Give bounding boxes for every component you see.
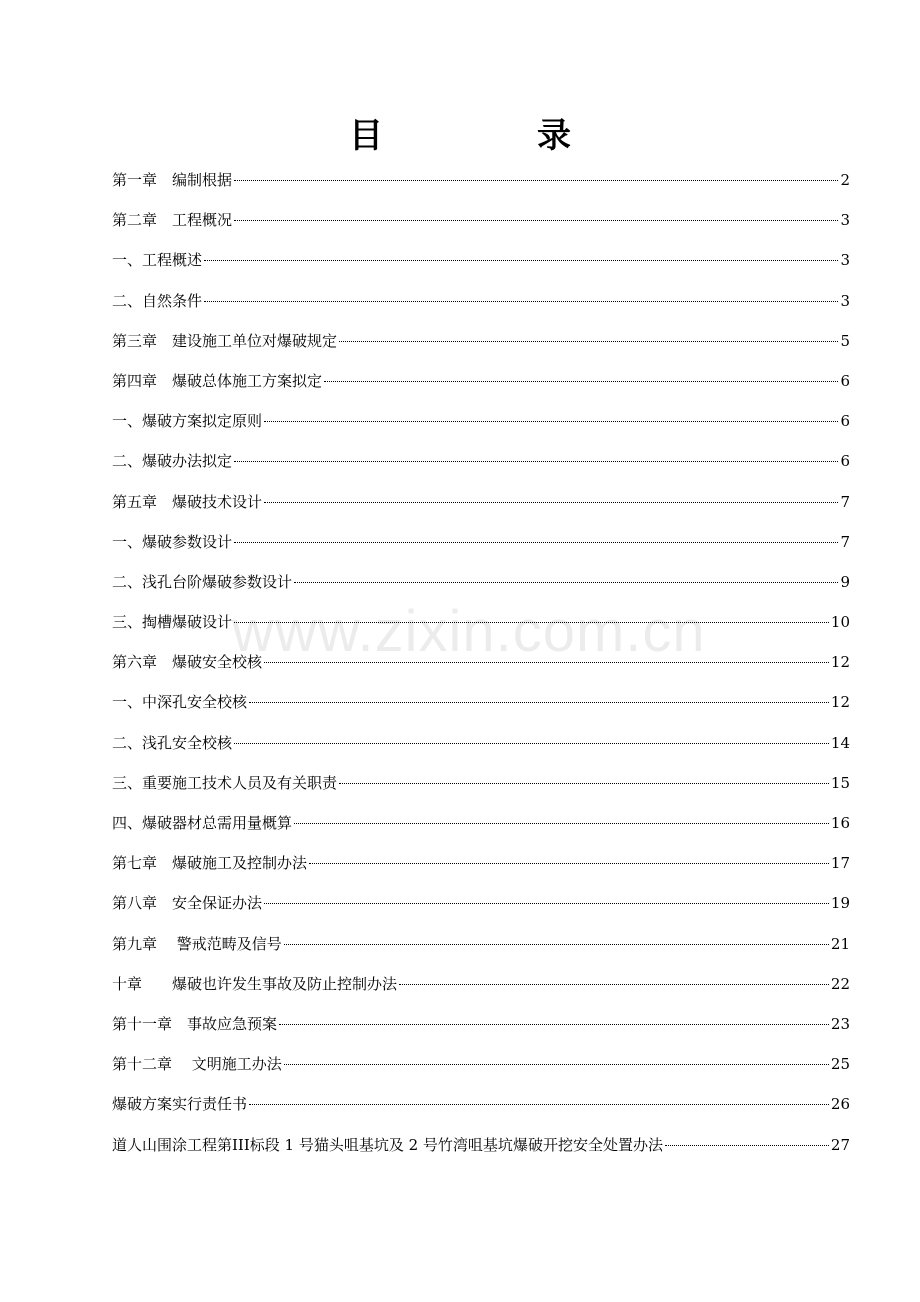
toc-dot-leader <box>204 260 838 261</box>
toc-entry[interactable] <box>112 445 850 485</box>
toc-entry-label: 十章 爆破也许发生事故及防止控制办法 <box>112 974 398 993</box>
toc-entry[interactable] <box>112 204 850 244</box>
toc-dot-leader <box>309 863 829 864</box>
toc-entry[interactable] <box>112 285 850 325</box>
toc-entry-page: 14 <box>830 733 850 752</box>
toc-entry[interactable] <box>112 847 850 887</box>
toc-entry-page: 25 <box>830 1055 850 1074</box>
toc-dot-leader <box>234 743 829 744</box>
toc-dot-leader <box>339 341 838 342</box>
toc-entry-page: 3 <box>840 291 850 310</box>
toc-entry-page: 15 <box>830 773 850 792</box>
toc-entry-page: 21 <box>830 934 850 953</box>
toc-entry-label: 第八章 安全保证办法 <box>112 894 263 913</box>
toc-entry-page: 2 <box>840 171 850 189</box>
toc-dot-leader <box>339 783 829 784</box>
toc-entry-page: 9 <box>840 572 850 591</box>
toc-dot-leader <box>249 702 829 703</box>
toc-entry-label: 爆破方案实行责任书 <box>112 1095 248 1114</box>
toc-entry-label: 第七章 爆破施工及控制办法 <box>112 854 308 873</box>
toc-dot-leader <box>284 944 829 945</box>
toc-entry-page: 6 <box>840 412 850 431</box>
toc-entry[interactable] <box>112 928 850 968</box>
toc-entry[interactable] <box>112 646 850 686</box>
toc-dot-leader <box>264 662 829 663</box>
toc-entry-label: 第六章 爆破安全校核 <box>112 653 263 672</box>
toc-entry-label: 二、自然条件 <box>112 291 203 310</box>
toc-dot-leader <box>264 903 829 904</box>
toc-entry[interactable] <box>112 1129 850 1169</box>
toc-entry-label: 第五章 爆破技术设计 <box>112 492 263 511</box>
toc-entry-label: 一、工程概述 <box>112 251 203 270</box>
toc-title: 目 录 <box>349 116 631 156</box>
watermark-text: www.zixin.com.cn <box>232 599 706 664</box>
toc-entry[interactable] <box>112 486 850 526</box>
toc-dot-leader <box>294 582 838 583</box>
toc-entry[interactable] <box>112 566 850 606</box>
toc-entry-page: 12 <box>830 693 850 712</box>
toc-entry[interactable] <box>112 727 850 767</box>
toc-entry-page: 16 <box>830 814 850 832</box>
toc-entry-label: 第二章 工程概况 <box>112 211 233 230</box>
toc-entry-page: 12 <box>830 653 850 672</box>
toc-entry[interactable] <box>112 887 850 927</box>
toc-entry-label: 一、中深孔安全校核 <box>112 693 248 712</box>
toc-entry-label: 二、爆破办法拟定 <box>112 452 233 471</box>
toc-entry-page: 3 <box>840 251 850 270</box>
toc-entry[interactable] <box>112 325 850 365</box>
toc-entry-label: 二、浅孔台阶爆破参数设计 <box>112 572 293 591</box>
toc-entry-label: 第三章 建设施工单位对爆破规定 <box>112 331 338 350</box>
toc-dot-leader <box>234 542 838 543</box>
toc-dot-leader <box>399 984 829 985</box>
toc-entry-page: 7 <box>840 532 850 551</box>
toc-entry-page: 17 <box>830 854 850 873</box>
toc-entry[interactable] <box>112 164 850 204</box>
toc-entry[interactable] <box>112 1048 850 1088</box>
toc-dot-leader <box>324 381 838 382</box>
toc-entry-page: 6 <box>840 371 850 390</box>
toc-entry[interactable] <box>112 767 850 807</box>
toc-dot-leader <box>234 220 838 221</box>
toc-entry-page: 26 <box>830 1095 850 1114</box>
toc-entry-page: 22 <box>830 974 850 993</box>
toc-entry-label: 四、爆破器材总需用量概算 <box>112 814 293 832</box>
toc-entry-label: 第十一章 事故应急预案 <box>112 1014 278 1033</box>
toc-entry[interactable] <box>112 1008 850 1048</box>
toc-entry-label: 第一章 编制根据 <box>112 171 233 189</box>
toc-dot-leader <box>234 461 838 462</box>
toc-dot-leader <box>279 1024 829 1025</box>
toc-dot-leader <box>294 823 829 824</box>
toc-entry-label: 一、爆破方案拟定原则 <box>112 412 263 431</box>
toc-entry-label: 道人山围涂工程第III标段 1 号猫头咀基坑及 2 号竹湾咀基坑爆破开挖安全处置办法 <box>112 1135 663 1154</box>
toc-entry-label: 第十二章 文明施工办法 <box>112 1055 282 1074</box>
toc-dot-leader <box>204 301 838 302</box>
toc-dot-leader <box>249 1104 829 1105</box>
toc-entry-label: 二、浅孔安全校核 <box>112 733 233 752</box>
toc-dot-leader <box>665 1145 829 1146</box>
toc-dot-leader <box>264 421 838 422</box>
toc-entry[interactable] <box>112 1088 850 1128</box>
toc-entry-page: 23 <box>830 1014 850 1033</box>
toc-entry[interactable] <box>112 405 850 445</box>
toc-entry[interactable] <box>112 606 850 646</box>
toc-dot-leader <box>284 1064 829 1065</box>
toc-dot-leader <box>234 622 829 623</box>
toc-entry-page: 6 <box>840 452 850 471</box>
toc-entry[interactable] <box>112 244 850 284</box>
toc-entry-page: 7 <box>840 492 850 511</box>
toc-entry-page: 3 <box>840 211 850 230</box>
toc-dot-leader <box>264 502 838 503</box>
toc-entry-label: 第九章 警戒范畴及信号 <box>112 934 282 953</box>
toc-entry-page: 19 <box>830 894 850 913</box>
toc-entry[interactable] <box>112 526 850 566</box>
toc-entry[interactable] <box>112 686 850 726</box>
toc-entry-page: 10 <box>830 613 850 632</box>
toc-entry-label: 三、掏槽爆破设计 <box>112 613 233 632</box>
toc-entry-label: 三、重要施工技术人员及有关职责 <box>112 773 338 792</box>
toc-entry-page: 27 <box>830 1135 850 1154</box>
table-of-contents <box>112 164 850 1169</box>
toc-entry[interactable] <box>112 365 850 405</box>
toc-entry-label: 第四章 爆破总体施工方案拟定 <box>112 371 323 390</box>
toc-entry[interactable] <box>112 968 850 1008</box>
toc-entry[interactable] <box>112 807 850 847</box>
toc-entry-page: 5 <box>840 331 850 350</box>
toc-dot-leader <box>234 180 838 181</box>
toc-entry-label: 一、爆破参数设计 <box>112 532 233 551</box>
